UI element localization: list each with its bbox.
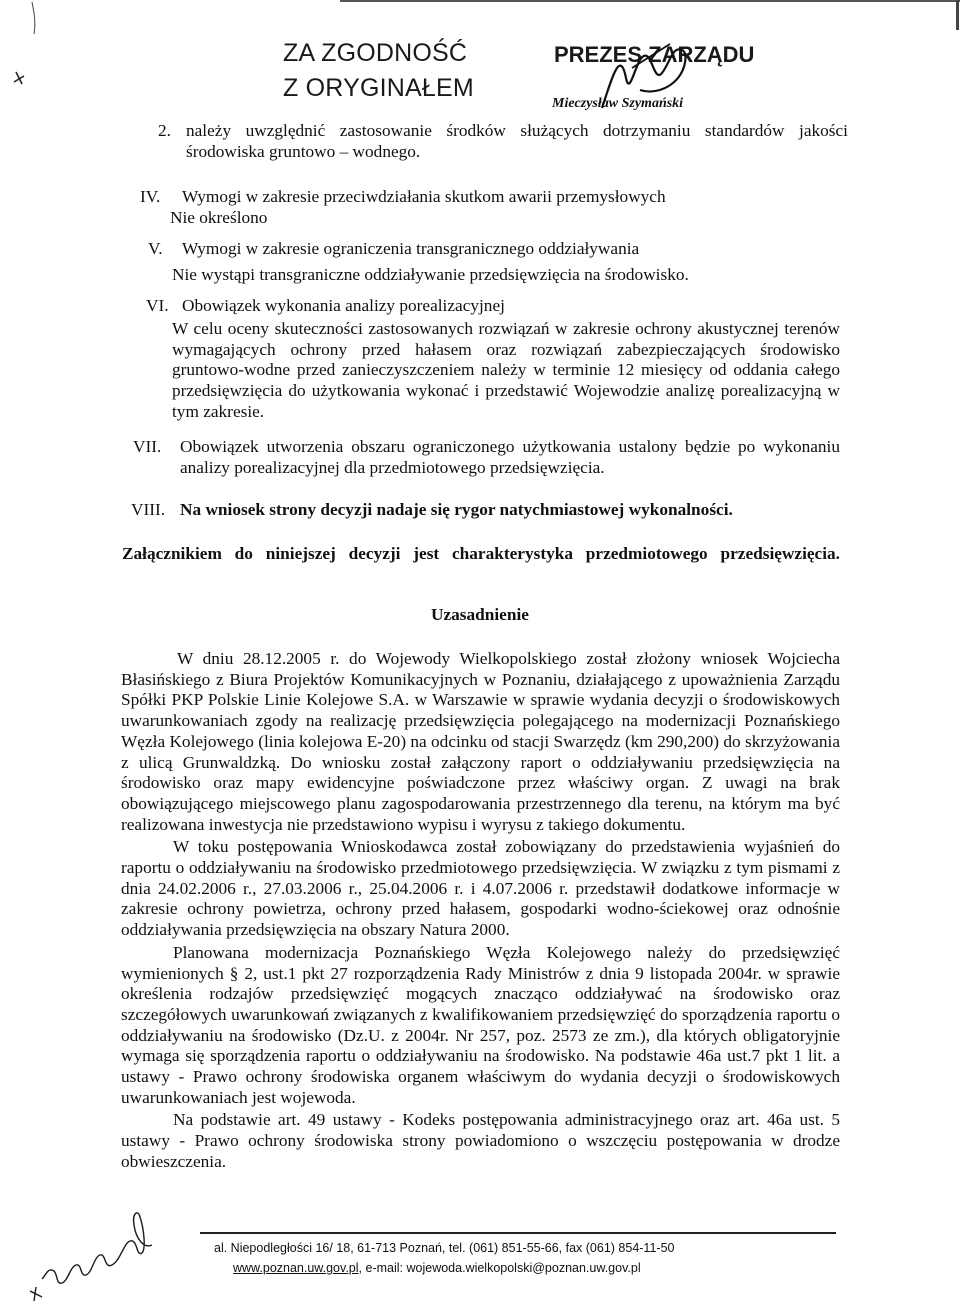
signature-mark (592, 38, 702, 116)
justification-body (121, 649, 840, 1173)
section-viii-number: VIII. (131, 500, 166, 519)
section-v (148, 239, 838, 286)
section-v-heading: Wymogi w zakresie ograniczenia transgranicznego oddziaływania (182, 239, 640, 258)
justification-paragraph-3: Planowana modernizacja Poznańskiego Węzła Kolejowego należy do przedsięwzięć wymienionych § 2, ust.1 pkt 27 rozporządzenia Rady Ministrów z dnia 9 listopada 2004r. w sprawie określenia rodzajów przedsięwzięć mogących znacząco oddziaływać na środowisko oraz szczegółowych uwarunkowań związanych z kwalifikowaniem przedsięwzięć do sporządzenia raportu o oddziaływaniu na środowisko (Dz.U. z 2004r. Nr 257, poz. 2573 ze zm.), dla których obligatoryjnie wymaga się sporządzenia raportu o oddziaływaniu na środowisko. Na podstawie 46a ust.7 pkt 1 lit. a ustawy - Prawo ochrony środowiska organem właściwym do wydania decyzji o środowiskowych uwarunkowaniach jest wojewoda. (121, 942, 840, 1107)
item-2-text: należy uwzględnić zastosowanie środków służących dotrzymaniu standardów jakości środowiska gruntowo – wodnego. (186, 121, 848, 161)
section-vii (133, 437, 840, 479)
signature-stamp (552, 42, 772, 118)
footer-address: al. Niepodległości 16/ 18, 61-713 Poznań, tel. (061) 851-55-66, fax (061) 854-11-50 (214, 1241, 675, 1255)
section-iv-heading: Wymogi w zakresie przeciwdziałania skutkom awarii przemysłowych (182, 187, 666, 206)
item-2 (158, 121, 848, 163)
footer-website-link[interactable]: www.poznan.uw.gov.pl (233, 1261, 359, 1275)
section-viii (131, 500, 840, 521)
justification-paragraph-1: W dniu 28.12.2005 r. do Wojewody Wielkopolskiego został złożony wniosek Wojciecha Błasińskiego z Biura Projektów Komunikacyjnych w Poznaniu, działającego z upoważnienia Zarządu Spółki PKP Polskie Linie Kolejowe S.A. w Warszawie w sprawie wydania decyzji o środowiskowych uwarunkowaniach zgody na realizację przedsięwzięcia polegającego na modernizacji Poznańskiego Węzła Kolejowego (linia kolejowa E-20) na odcinku od stacji Swarzędz (km 290,200) do skrzyżowania z ulicą Grunwaldzką. Do wniosku został załączony raport o oddziaływaniu przedsięwzięcia na środowisko oraz mapy ewidencyjne poświadczone przez właściwy organ. Z uwagi na brak obowiązującego miejscowego planu zagospodarowania przestrzennego dla terenu, na którym ma być realizowana inwestycja nie przedstawiono wypisu i wyrysu z takiego dokumentu. (121, 649, 840, 834)
section-vii-body: Obowiązek utworzenia obszaru ograniczonego użytkowania ustalony będzie po wykonaniu analizy porealizacyjnej dla przedmiotowego przedsięwzięcia. (180, 437, 840, 477)
footer-email-label: , e-mail: (358, 1261, 407, 1275)
section-v-number: V. (148, 239, 163, 258)
section-vi-number: VI. (146, 296, 169, 315)
section-iv-number: IV. (140, 187, 161, 206)
section-v-body: Nie wystąpi transgraniczne oddziaływanie przedsięwzięcia na środowisko. (172, 264, 689, 284)
justification-paragraph-4: Na podstawie art. 49 ustawy - Kodeks postępowania administracyjnego oraz art. 46a ust. 5 ustawy - Prawo ochrony środowiska strony powiadomiono o wszczęciu postępowania w drodze obwieszczenia. (121, 1110, 840, 1171)
stamp-line-1: ZA ZGODNOŚĆ (283, 39, 468, 67)
justification-heading: Uzasadnienie (431, 605, 529, 624)
margin-mark (10, 0, 40, 95)
signature-stamp-title: PREZES ZARZĄDU (554, 42, 755, 67)
certified-copy-stamp (283, 38, 474, 103)
footer-divider (200, 1232, 836, 1234)
initials-mark (28, 1205, 188, 1305)
footer-contact (233, 1260, 814, 1277)
section-viii-body: Na wniosek strony decyzji nadaje się rygor natychmiastowej wykonalności. (180, 500, 733, 519)
scan-edge-right (956, 0, 959, 30)
section-iv (140, 187, 840, 229)
signature-stamp-name: Mieczysław Szymański (552, 96, 684, 111)
section-vii-number: VII. (133, 437, 162, 456)
attachment-note: Załącznikiem do niniejszej decyzji jest charakterystyka przedmiotowego przedsięwzięcia. (122, 544, 840, 563)
item-2-number: 2. (158, 121, 171, 140)
justification-paragraph-2: W toku postępowania Wnioskodawca został zobowiązany do przedstawienia wyjaśnień do raportu o oddziaływaniu na środowisko przedmiotowego przedsięwzięcia. W związku z tym pismami z dnia 24.02.2006 r., 27.03.2006 r., 25.04.2006 r. i 4.07.2006 r. przedstawił dodatkowe informacje w zakresie ochrony powietrza, ochrony przed hałasem, gospodarki wodno-ściekowej oraz odnośnie oddziaływania przedsięwzięcia na obszary Natura 2000. (121, 837, 840, 940)
scan-edge-top (340, 0, 960, 2)
footer (214, 1240, 814, 1277)
section-vi (146, 296, 840, 423)
section-iv-body: Nie określono (170, 207, 268, 227)
stamp-line-2: Z ORYGINAŁEM (283, 74, 474, 102)
section-vi-body: W celu oceny skuteczności zastosowanych rozwiązań w zakresie ochrony akustycznej terenów wymagających ochrony przed hałasem oraz rozwiązań zabezpieczających środowisko gruntowo-wodne przed zanieczyszczeniem należy w terminie 12 miesięcy od oddania całego przedsięwzięcia do użytkowania wykonać i przedstawić Wojewodzie analizę porealizacyjną w tym zakresie. (172, 318, 840, 421)
footer-email[interactable]: wojewoda.wielkopolski@poznan.uw.gov.pl (406, 1261, 641, 1275)
section-vi-heading: Obowiązek wykonania analizy porealizacyjnej (182, 296, 505, 315)
